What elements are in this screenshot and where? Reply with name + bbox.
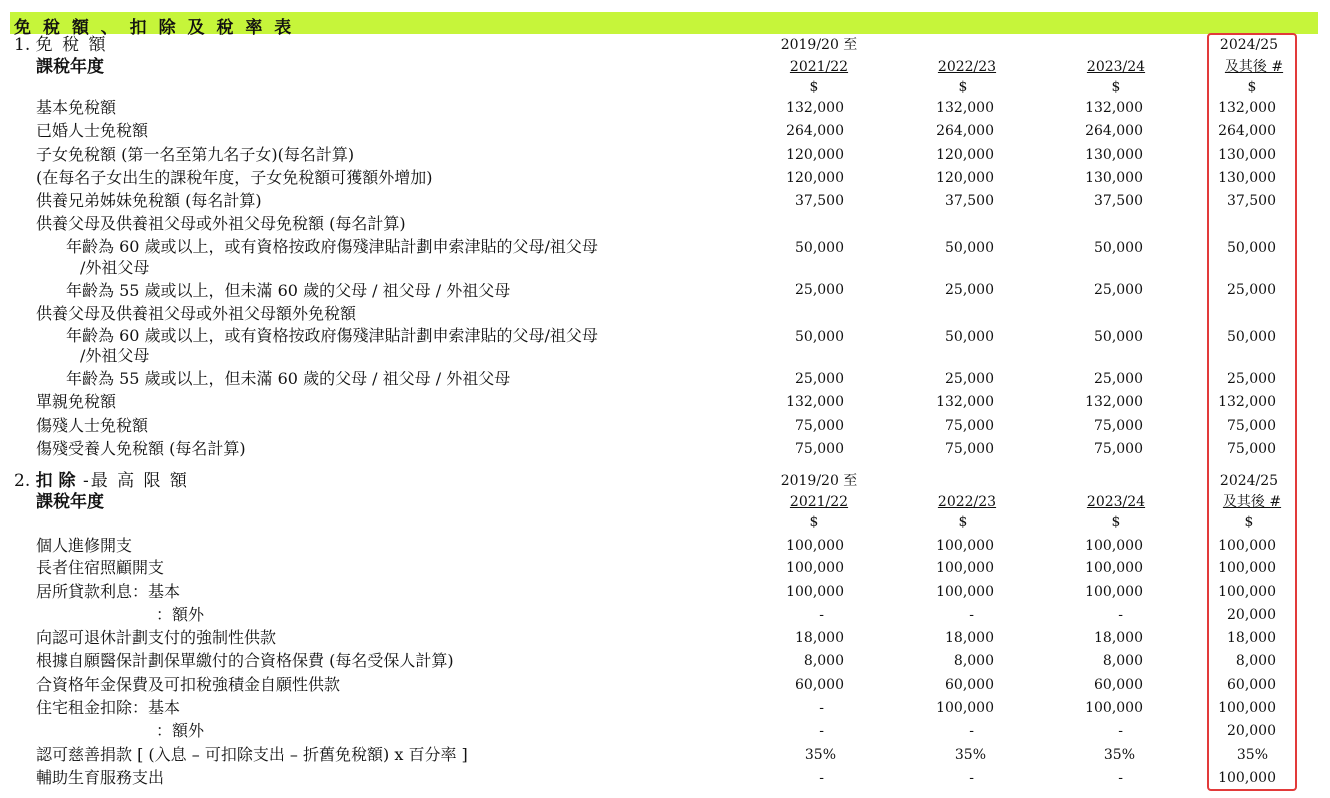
s2-row-value: 35% (954, 747, 986, 763)
s2-row-value: 20,000 (1227, 607, 1276, 623)
s1-row-value: 25,000 (945, 371, 994, 387)
s2-row-value: - (819, 770, 824, 786)
s1-row-value: 25,000 (795, 282, 844, 298)
s1-row-label: (在每名子女出生的課稅年度，子女免稅額可獲額外增加) (36, 168, 433, 187)
s2-row-value: 100,000 (786, 560, 844, 576)
s2-row-value: - (1118, 607, 1123, 623)
s1-row-value: 50,000 (1227, 240, 1276, 256)
s2-row-value: 20,000 (1227, 723, 1276, 739)
highlight-box-2024-column (1207, 33, 1297, 791)
s2-row-label: 住宅租金扣除：基本 (36, 698, 181, 717)
s1-col2-line2: 2022/23 (937, 59, 997, 75)
s2-row-value: 100,000 (1085, 538, 1143, 554)
s2-row-value: 60,000 (945, 677, 994, 693)
s1-row-value: 264,000 (936, 123, 994, 139)
s2-row-value: 8,000 (1102, 653, 1143, 669)
section2-title-bold: 扣 除 (35, 471, 76, 491)
s1-row-label: 供養父母及供養祖父母或外祖父母免稅額 (每名計算) (36, 214, 406, 233)
s1-row-value: 50,000 (945, 240, 994, 256)
s2-row-label: 個人進修開支 (36, 536, 133, 555)
s1-row-value: 50,000 (945, 329, 994, 345)
section2-heading (14, 471, 189, 491)
s2-row-label: 向認可退休計劃支付的強制性供款 (36, 628, 277, 647)
s2-row-value: 8,000 (1235, 653, 1276, 669)
s1-row-label: 年齡為 60 歲或以上，或有資格按政府傷殘津貼計劃申索津貼的父母/祖父母 (66, 237, 598, 256)
s2-row-value: - (819, 607, 824, 623)
title-bar (10, 12, 1318, 38)
section1-number: 1. (14, 35, 31, 55)
s2-row-value: 100,000 (1085, 560, 1143, 576)
s2-row-label: 根據自願醫保計劃保單繳付的合資格保費 (每名受保人計算) (36, 651, 454, 670)
s2-row-value: - (1118, 770, 1123, 786)
s2-col2-unit: $ (958, 514, 968, 530)
s2-col3-unit: $ (1111, 514, 1121, 530)
s1-row-value: 132,000 (786, 100, 844, 116)
s1-row-value: 120,000 (786, 170, 844, 186)
s1-row-value: 50,000 (1094, 329, 1143, 345)
s1-row-value: 75,000 (1227, 441, 1276, 457)
s2-row-value: 100,000 (936, 584, 994, 600)
s2-row-label: 長者住宿照顧開支 (36, 558, 165, 577)
s2-row-value: 35% (804, 747, 836, 763)
s1-col3-unit: $ (1111, 79, 1121, 95)
s2-row-value: 60,000 (795, 677, 844, 693)
s2-col1-unit: $ (809, 514, 819, 530)
s1-row-value: 75,000 (945, 418, 994, 434)
s2-col1-line2: 2021/22 (789, 494, 849, 510)
s2-row-value: 100,000 (1218, 584, 1276, 600)
s1-row-value: 132,000 (936, 100, 994, 116)
s2-row-value: 60,000 (1227, 677, 1276, 693)
section2-subheading: 課稅年度 (36, 492, 104, 512)
s1-row-value: 264,000 (786, 123, 844, 139)
s2-row-value: 100,000 (936, 538, 994, 554)
s1-row-value: 132,000 (936, 394, 994, 410)
s2-row-value: 18,000 (1227, 630, 1276, 646)
s1-row-value: 132,000 (1218, 100, 1276, 116)
s2-row-value: 18,000 (945, 630, 994, 646)
s2-col4-line2: 及其後 # (1222, 494, 1282, 510)
s1-row-value: 120,000 (936, 147, 994, 163)
s1-row-value: 75,000 (1094, 418, 1143, 434)
s1-row-label: 子女免稅額 (第一名至第九名子女)(每名計算) (36, 145, 355, 164)
s1-row-value: 75,000 (795, 418, 844, 434)
s1-row-value: 25,000 (1227, 371, 1276, 387)
s1-row-value: 25,000 (1094, 371, 1143, 387)
s1-row-value: 130,000 (1218, 170, 1276, 186)
s1-row-label: 年齡為 60 歲或以上，或有資格按政府傷殘津貼計劃申索津貼的父母/祖父母 (66, 326, 598, 345)
s2-row-value: 100,000 (1085, 700, 1143, 716)
s2-col3-line2: 2023/24 (1086, 494, 1146, 510)
s2-row-label: 居所貸款利息：基本 (36, 582, 181, 601)
s1-row-value: 132,000 (786, 394, 844, 410)
s1-col4-line1: 2024/25 (1219, 37, 1279, 53)
page-title: 免 稅 額 、 扣 除 及 稅 率 表 (14, 18, 295, 38)
section1-heading (14, 35, 107, 55)
s1-row-value: 264,000 (1218, 123, 1276, 139)
s1-row-value: 37,500 (1227, 193, 1276, 209)
s1-row-value: 37,500 (1094, 193, 1143, 209)
s1-col1-line1: 2019/20 至 (780, 37, 858, 53)
s1-row-value: 50,000 (1094, 240, 1143, 256)
s1-row-label-cont: /外祖父母 (80, 346, 150, 365)
s2-row-label: 輔助生育服務支出 (36, 768, 165, 787)
s2-col1-line1: 2019/20 至 (780, 473, 858, 489)
s2-row-value: 100,000 (1218, 560, 1276, 576)
section1-title: 免 稅 額 (35, 35, 108, 55)
s1-row-value: 120,000 (786, 147, 844, 163)
s2-row-value: 100,000 (1218, 538, 1276, 554)
s1-row-value: 130,000 (1085, 170, 1143, 186)
s1-col1-line2: 2021/22 (789, 59, 849, 75)
s2-row-value: 100,000 (1218, 700, 1276, 716)
s1-row-value: 25,000 (795, 371, 844, 387)
s1-row-value: 25,000 (1227, 282, 1276, 298)
s1-row-value: 132,000 (1085, 100, 1143, 116)
section2-number: 2. (14, 471, 31, 491)
s1-row-value: 50,000 (795, 240, 844, 256)
s1-row-value: 37,500 (945, 193, 994, 209)
s2-row-value: 100,000 (1218, 770, 1276, 786)
s1-row-value: 50,000 (1227, 329, 1276, 345)
s1-row-value: 50,000 (795, 329, 844, 345)
s1-row-value: 75,000 (1094, 441, 1143, 457)
s1-row-label: 單親免稅額 (36, 392, 117, 411)
s1-col1-unit: $ (809, 79, 819, 95)
s2-row-value: 100,000 (1085, 584, 1143, 600)
s1-row-value: 132,000 (1085, 394, 1143, 410)
s2-row-value: - (969, 723, 974, 739)
s1-row-value: 75,000 (795, 441, 844, 457)
s1-row-value: 37,500 (795, 193, 844, 209)
s1-row-value: 130,000 (1218, 147, 1276, 163)
s2-row-value: 8,000 (953, 653, 994, 669)
s2-row-label: ：額外 (156, 721, 205, 740)
s1-col4-unit: $ (1247, 79, 1257, 95)
s2-col2-line2: 2022/23 (937, 494, 997, 510)
s2-row-value: - (969, 770, 974, 786)
s2-row-value: 18,000 (795, 630, 844, 646)
s1-row-value: 264,000 (1085, 123, 1143, 139)
s2-row-value: 8,000 (803, 653, 844, 669)
s2-col4-line1: 2024/25 (1219, 473, 1279, 489)
s2-row-value: - (819, 700, 824, 716)
s1-row-value: 25,000 (1094, 282, 1143, 298)
s2-row-value: - (819, 723, 824, 739)
s1-row-label: 年齡為 55 歲或以上，但未滿 60 歲的父母 / 祖父母 / 外祖父母 (66, 369, 511, 388)
s1-col4-line2: 及其後 # (1224, 59, 1284, 75)
s1-row-label: 已婚人士免稅額 (36, 121, 149, 140)
s1-col2-unit: $ (958, 79, 968, 95)
s2-row-label: 認可慈善捐款 [ (入息 – 可扣除支出 – 折舊免稅額) x 百分率 ] (36, 745, 468, 764)
s2-row-value: 100,000 (936, 560, 994, 576)
s2-row-value: 100,000 (936, 700, 994, 716)
s1-row-label: 供養父母及供養祖父母或外祖父母額外免稅額 (36, 304, 357, 323)
s1-row-label: 年齡為 55 歲或以上，但未滿 60 歲的父母 / 祖父母 / 外祖父母 (66, 281, 511, 300)
s1-row-value: 75,000 (1227, 418, 1276, 434)
section2-title-rest: -最 高 限 額 (75, 471, 189, 491)
s2-row-value: - (1118, 723, 1123, 739)
s2-row-value: - (969, 607, 974, 623)
s1-row-value: 120,000 (936, 170, 994, 186)
s1-row-label: 供養兄弟姊妹免稅額 (每名計算) (36, 191, 262, 210)
s2-row-value: 100,000 (786, 538, 844, 554)
s1-row-value: 130,000 (1085, 147, 1143, 163)
s1-row-value: 25,000 (945, 282, 994, 298)
s1-col3-line2: 2023/24 (1086, 59, 1146, 75)
s2-row-value: 35% (1236, 747, 1268, 763)
s2-row-label: ：額外 (156, 605, 205, 624)
s2-row-value: 18,000 (1094, 630, 1143, 646)
s2-row-label: 合資格年金保費及可扣稅強積金自願性供款 (36, 675, 341, 694)
s1-row-label: 傷殘人士免稅額 (36, 416, 149, 435)
s1-row-label: 傷殘受養人免稅額 (每名計算) (36, 439, 246, 458)
section1-subheading: 課稅年度 (36, 57, 104, 77)
s1-row-label-cont: /外祖父母 (80, 258, 150, 277)
s1-row-value: 132,000 (1218, 394, 1276, 410)
s1-row-label: 基本免稅額 (36, 98, 117, 117)
s2-row-value: 35% (1103, 747, 1135, 763)
s2-row-value: 100,000 (786, 584, 844, 600)
s2-col4-unit: $ (1244, 514, 1254, 530)
s1-row-value: 75,000 (945, 441, 994, 457)
s2-row-value: 60,000 (1094, 677, 1143, 693)
